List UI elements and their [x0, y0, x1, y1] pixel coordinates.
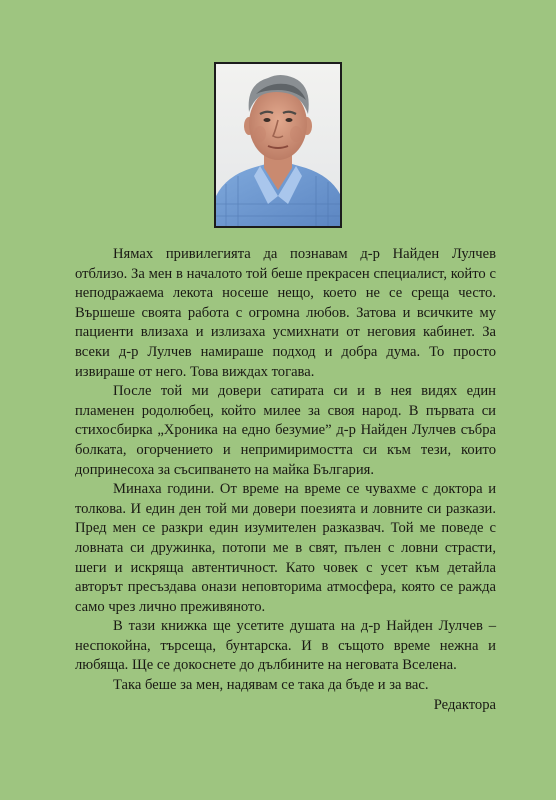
paragraph-2: После той ми довери сатирата си и в нея видях един пламенен родолюбец, който милее за своя народ. В първата си стихосбирка „Хроника на едно безумие” д-р Найден Лулчев събра болката, огорчението и непримиримостта си към тези, които допринесоха за съсипването на майка България. [75, 383, 496, 478]
paragraph-4: В тази книжка ще усетите душата на д-р Найден Лулчев – неспокойна, търсеща, бунтарска. И в същото време нежна и любяща. Ще се докоснете до дълбините на неговата Вселена. [75, 618, 496, 674]
paragraph-5: Така беше за мен, надявам се така да бъде и за вас. [113, 677, 429, 694]
paragraph-3: Минаха години. От време на време се чувахме с доктора и толкова. И един ден той ми довери поезията и ловните си разкази. Пред мен се разкри един изумителен разказвач. Той ме поведе с ловната си дружинка, потопи ме в свят, пълен с ловни страсти, шеги и искряща автентичност. Като човек с усет към детайла авторът пресъздава онази неповторима атмосфера, която се ражда само чрез лично преживяното. [75, 481, 496, 615]
portrait-frame [214, 62, 342, 228]
foreword-text [75, 245, 496, 715]
paragraph-1: Нямах привилегията да познавам д-р Найден Лулчев отблизо. За мен в началото той беше прекрасен специалист, който с неподражаема лекота носеше нещо, което не се среща често. Вършеше своята работа с огромна любов. Затова и всичките му пациенти влизаха и излизаха усмихнати от неговия кабинет. За всеки д-р Лулчев намираше подход и добра дума. То просто извираше от него. Това виждах тогава. [75, 246, 496, 380]
portrait-photo-icon [216, 64, 340, 226]
signature: Редактора [433, 696, 496, 713]
